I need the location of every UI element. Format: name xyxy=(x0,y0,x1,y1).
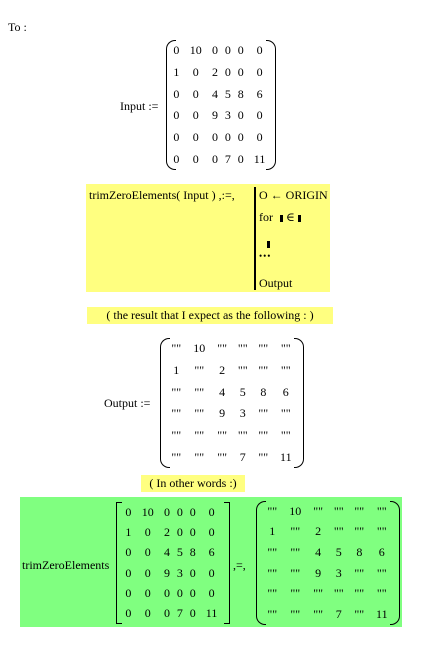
matrix-cell: "" xyxy=(290,524,301,539)
matrix-cell: 0 xyxy=(224,129,231,144)
matrix-cell: 4 xyxy=(315,545,322,560)
output-matrix[interactable] xyxy=(160,338,304,468)
matrix-row xyxy=(170,40,272,62)
matrix-cell: 0 xyxy=(237,64,244,79)
result-matrix[interactable] xyxy=(256,501,400,625)
matrix-cell: 1 xyxy=(269,524,276,539)
function-signature: trimZeroElements( Input ) ,:=, xyxy=(89,188,235,202)
matrix-cell: 10 xyxy=(189,43,202,58)
matrix-row xyxy=(170,83,272,105)
matrix-cell: 0 xyxy=(189,504,196,519)
matrix-cell: 0 xyxy=(237,108,244,123)
matrix-cell: "" xyxy=(376,586,387,601)
matrix-cell: 0 xyxy=(192,151,199,166)
matrix-row xyxy=(122,522,224,542)
matrix-cell: 7 xyxy=(224,151,231,166)
matrix-cell: "" xyxy=(376,524,387,539)
matrix-cell: "" xyxy=(237,427,248,442)
matrix-cell: "" xyxy=(171,427,182,442)
matrix-cell: "" xyxy=(217,341,228,356)
matrix-row xyxy=(262,584,394,605)
matrix-cell: 0 xyxy=(144,524,151,539)
matrix-cell: "" xyxy=(333,586,344,601)
matrix-row xyxy=(122,583,224,603)
matrix-cell: "" xyxy=(313,586,324,601)
matrix-cell: "" xyxy=(267,586,278,601)
matrix-cell: "" xyxy=(217,427,228,442)
matrix-cell: "" xyxy=(290,607,301,622)
matrix-cell: 0 xyxy=(256,43,263,58)
matrix-cell: 0 xyxy=(176,585,183,600)
matrix-cell: 9 xyxy=(212,108,219,123)
matrix-cell: 0 xyxy=(192,64,199,79)
matrix-cell: "" xyxy=(280,427,291,442)
matrix-cell: "" xyxy=(258,341,269,356)
input-variable-name: Input xyxy=(120,99,146,113)
expectation-note[interactable]: ( the result that I expect as the following : ) xyxy=(87,307,333,324)
matrix-cell: "" xyxy=(171,341,182,356)
matrix-row xyxy=(122,604,224,624)
matrix-cell: "" xyxy=(267,565,278,580)
matrix-cell: "" xyxy=(258,449,269,464)
matrix-cell: 7 xyxy=(176,606,183,621)
matrix-cell: 0 xyxy=(144,565,151,580)
matrix-cell: "" xyxy=(171,406,182,421)
output-variable-name: Output xyxy=(104,396,138,410)
matrix-row xyxy=(166,425,298,447)
matrix-cell: 0 xyxy=(189,565,196,580)
matrix-cell: 11 xyxy=(253,151,266,166)
matrix-cell: "" xyxy=(258,406,269,421)
matrix-cell: 0 xyxy=(176,504,183,519)
matrix-row xyxy=(262,542,394,563)
matrix-cell: 1 xyxy=(173,362,180,377)
matrix-cell: 11 xyxy=(280,449,292,464)
matrix-row xyxy=(262,501,394,522)
matrix-cell: 9 xyxy=(164,565,171,580)
matrix-cell: 0 xyxy=(125,585,132,600)
matrix-row xyxy=(262,522,394,543)
to-label: To : xyxy=(8,20,27,34)
matrix-cell: 3 xyxy=(224,108,231,123)
matrix-cell: "" xyxy=(354,565,365,580)
evaluation-region[interactable] xyxy=(20,497,402,627)
matrix-row xyxy=(166,381,298,403)
for-variable-placeholder[interactable] xyxy=(280,215,283,222)
matrix-cell: 10 xyxy=(141,504,154,519)
matrix-cell: 0 xyxy=(164,585,171,600)
matrix-cell: 4 xyxy=(164,545,171,560)
argument-matrix-grid xyxy=(122,502,224,624)
matrix-cell: "" xyxy=(194,406,205,421)
matrix-cell: "" xyxy=(267,545,278,560)
matrix-cell: "" xyxy=(376,503,387,518)
matrix-row xyxy=(166,338,298,360)
matrix-cell: 0 xyxy=(176,524,183,539)
matrix-row xyxy=(262,563,394,584)
matrix-cell: 3 xyxy=(239,406,246,421)
matrix-cell: 2 xyxy=(219,362,226,377)
matrix-cell: "" xyxy=(194,449,205,464)
matrix-cell: "" xyxy=(267,503,278,518)
matrix-row xyxy=(170,105,272,127)
matrix-cell: "" xyxy=(290,545,301,560)
matrix-cell: "" xyxy=(237,341,248,356)
matrix-cell: "" xyxy=(217,449,228,464)
matrix-cell: "" xyxy=(290,565,301,580)
matrix-cell: 2 xyxy=(315,524,322,539)
matrix-cell: 0 xyxy=(208,565,215,580)
argument-matrix[interactable] xyxy=(116,502,230,624)
matrix-cell: 0 xyxy=(189,606,196,621)
matrix-cell: 0 xyxy=(173,151,180,166)
matrix-cell: "" xyxy=(376,565,387,580)
define-operator: := xyxy=(148,99,159,113)
matrix-cell: "" xyxy=(280,362,291,377)
matrix-cell: 0 xyxy=(164,606,171,621)
matrix-cell: 4 xyxy=(219,384,226,399)
matrix-cell: 9 xyxy=(315,565,322,580)
matrix-cell: 0 xyxy=(173,108,180,123)
matrix-cell: 0 xyxy=(173,129,180,144)
matrix-cell: 6 xyxy=(256,86,263,101)
program-line-output[interactable]: Output xyxy=(259,276,293,290)
matrix-row xyxy=(122,543,224,563)
matrix-row xyxy=(170,127,272,149)
matrix-cell: 3 xyxy=(335,565,342,580)
function-definition-region[interactable] xyxy=(86,184,330,292)
matrix-cell: "" xyxy=(194,384,205,399)
matrix-cell: 0 xyxy=(125,606,132,621)
matrix-cell: 0 xyxy=(192,108,199,123)
matrix-cell: 0 xyxy=(256,108,263,123)
result-matrix-grid xyxy=(262,501,394,625)
element-of-symbol: ∈ xyxy=(286,210,295,224)
matrix-cell: 0 xyxy=(125,545,132,560)
output-assignment-label[interactable] xyxy=(104,396,150,411)
matrix-cell: 10 xyxy=(193,341,206,356)
matrix-cell: 6 xyxy=(208,545,215,560)
matrix-cell: 8 xyxy=(356,545,363,560)
output-matrix-grid xyxy=(166,338,298,468)
ellipsis-line: ••• xyxy=(259,251,272,261)
matrix-cell: 8 xyxy=(189,545,196,560)
function-name: trimZeroElements xyxy=(22,558,110,572)
matrix-cell: 10 xyxy=(289,503,302,518)
matrix-cell: 0 xyxy=(224,64,231,79)
matrix-cell: 0 xyxy=(224,43,231,58)
matrix-cell: 0 xyxy=(164,504,171,519)
matrix-cell: 0 xyxy=(212,151,219,166)
for-body-placeholder[interactable] xyxy=(267,236,270,251)
matrix-cell: "" xyxy=(267,607,278,622)
matrix-cell: 0 xyxy=(237,43,244,58)
matrix-cell: 2 xyxy=(212,64,219,79)
matrix-cell: 0 xyxy=(173,86,180,101)
matrix-cell: 5 xyxy=(239,384,246,399)
matrix-cell: 11 xyxy=(376,607,388,622)
matrix-row xyxy=(170,62,272,84)
matrix-cell: "" xyxy=(280,341,291,356)
matrix-row xyxy=(262,604,394,625)
matrix-cell: 0 xyxy=(125,565,132,580)
matrix-cell: "" xyxy=(171,449,182,464)
matrix-cell: "" xyxy=(333,524,344,539)
matrix-cell: 0 xyxy=(208,504,215,519)
matrix-cell: "" xyxy=(354,524,365,539)
matrix-cell: 4 xyxy=(212,86,219,101)
matrix-cell: 0 xyxy=(212,43,219,58)
matrix-row xyxy=(166,446,298,468)
matrix-cell: 0 xyxy=(208,524,215,539)
matrix-cell: 0 xyxy=(189,585,196,600)
program-block[interactable] xyxy=(254,187,328,290)
matrix-row xyxy=(122,563,224,583)
input-assignment-label[interactable] xyxy=(120,99,158,114)
matrix-cell: "" xyxy=(194,427,205,442)
for-range-placeholder[interactable] xyxy=(298,215,301,222)
matrix-cell: 0 xyxy=(256,64,263,79)
matrix-cell: 0 xyxy=(144,606,151,621)
matrix-cell: 3 xyxy=(176,565,183,580)
matrix-cell: 5 xyxy=(176,545,183,560)
matrix-cell: 1 xyxy=(173,64,180,79)
matrix-cell: 1 xyxy=(125,524,132,539)
matrix-cell: 0 xyxy=(192,86,199,101)
matrix-cell: 0 xyxy=(237,129,244,144)
matrix-cell: 0 xyxy=(237,151,244,166)
matrix-cell: "" xyxy=(313,607,324,622)
matrix-cell: 11 xyxy=(205,606,218,621)
matrix-cell: 6 xyxy=(282,384,289,399)
matrix-cell: 9 xyxy=(219,406,226,421)
matrix-cell: 6 xyxy=(378,545,385,560)
evaluate-operator: ,=, xyxy=(233,558,246,572)
matrix-cell: 0 xyxy=(173,43,180,58)
matrix-cell: 8 xyxy=(260,384,267,399)
matrix-cell: 0 xyxy=(208,585,215,600)
matrix-cell: "" xyxy=(333,503,344,518)
matrix-cell: "" xyxy=(354,586,365,601)
program-line-origin[interactable]: O ← ORIGIN xyxy=(259,188,328,202)
matrix-cell: 5 xyxy=(224,86,231,101)
matrix-cell: 0 xyxy=(144,585,151,600)
matrix-cell: 0 xyxy=(125,504,132,519)
matrix-cell: "" xyxy=(290,586,301,601)
matrix-cell: "" xyxy=(258,362,269,377)
define-operator: := xyxy=(140,396,151,410)
matrix-cell: "" xyxy=(354,607,365,622)
input-matrix-grid xyxy=(170,40,272,170)
matrix-cell: "" xyxy=(171,384,182,399)
matrix-cell: 5 xyxy=(335,545,342,560)
matrix-cell: "" xyxy=(313,503,324,518)
matrix-cell: 0 xyxy=(256,129,263,144)
matrix-row xyxy=(170,148,272,170)
matrix-cell: 0 xyxy=(144,545,151,560)
other-words-note[interactable]: ( In other words :) xyxy=(141,475,245,492)
matrix-row xyxy=(166,360,298,382)
for-keyword: for xyxy=(259,210,273,224)
program-bar xyxy=(254,187,256,290)
matrix-cell: "" xyxy=(237,362,248,377)
matrix-cell: 7 xyxy=(239,449,246,464)
matrix-row xyxy=(166,403,298,425)
matrix-cell: "" xyxy=(280,406,291,421)
input-matrix[interactable] xyxy=(166,40,276,170)
matrix-cell: 2 xyxy=(164,524,171,539)
matrix-cell: 7 xyxy=(335,607,342,622)
matrix-right-bracket xyxy=(224,502,230,624)
matrix-cell: 0 xyxy=(212,129,219,144)
matrix-row xyxy=(122,502,224,522)
matrix-cell: "" xyxy=(354,503,365,518)
matrix-cell: "" xyxy=(194,362,205,377)
matrix-cell: 8 xyxy=(237,86,244,101)
program-line-for[interactable] xyxy=(259,210,301,225)
matrix-cell: 0 xyxy=(192,129,199,144)
matrix-cell: "" xyxy=(258,427,269,442)
matrix-cell: 0 xyxy=(189,524,196,539)
